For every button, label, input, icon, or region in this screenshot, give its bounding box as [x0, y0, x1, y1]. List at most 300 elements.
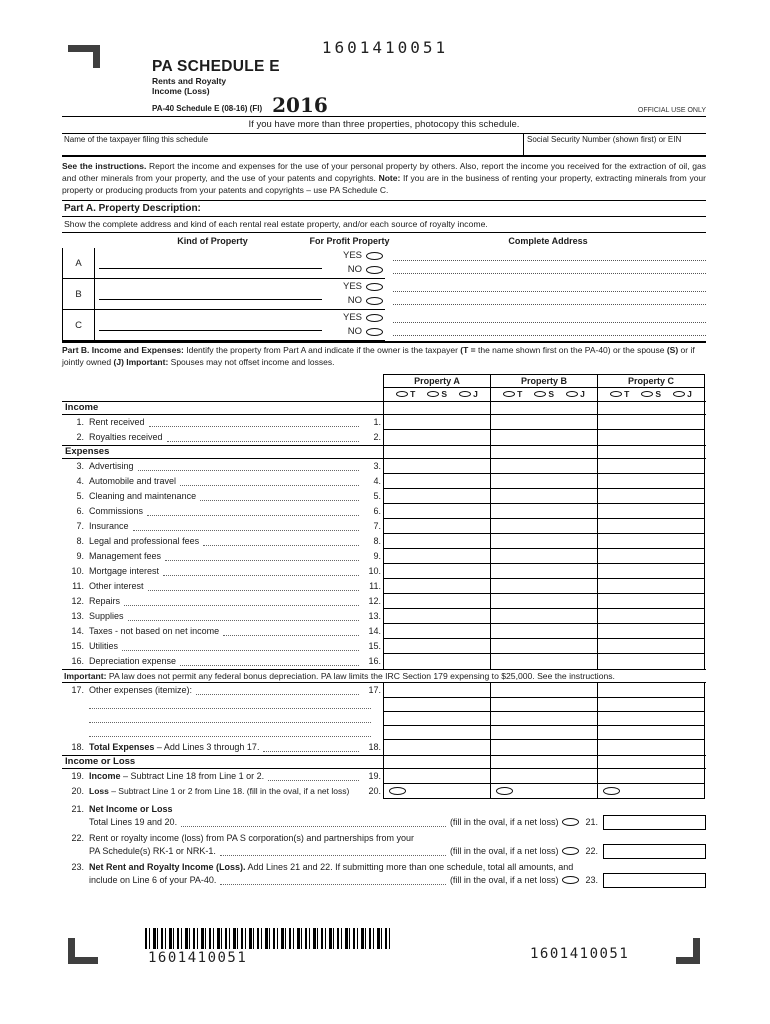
expenses-section-header	[62, 445, 706, 459]
line-18-row	[62, 740, 706, 755]
line-label: Supplies	[89, 611, 124, 622]
yes-oval[interactable]	[366, 314, 383, 322]
kind-of-property-input[interactable]	[95, 248, 330, 278]
line-6-row	[62, 504, 706, 519]
amount-cell[interactable]	[597, 474, 705, 489]
owner-j-oval[interactable]	[566, 391, 578, 397]
owner-j-oval[interactable]	[673, 391, 685, 397]
property-letter: C	[62, 310, 95, 340]
line-number: 4.	[76, 476, 84, 487]
line-number: 23.	[71, 861, 84, 872]
dotted-leader	[128, 620, 359, 621]
amount-cell[interactable]	[597, 726, 705, 740]
line-label: Legal and professional fees	[89, 536, 200, 547]
part-b-text: or if jointly owned	[62, 345, 695, 368]
amount-cell[interactable]	[597, 698, 705, 712]
net-loss-oval[interactable]	[562, 876, 579, 884]
dotted-leader	[138, 470, 359, 471]
part-a-title: Part A. Property Description:	[62, 200, 706, 217]
grid-cell	[597, 756, 705, 768]
owner-t-label: T	[517, 389, 523, 400]
line-number: 13.	[71, 611, 84, 622]
grid-cell	[490, 402, 597, 414]
owner-t-oval[interactable]	[503, 391, 515, 397]
property-a-column-header	[383, 374, 490, 401]
line-11-row	[62, 579, 706, 594]
line-ref: 2.	[373, 432, 381, 443]
address-input[interactable]	[393, 312, 706, 323]
part-b-text: (S)	[666, 345, 679, 356]
top-barcode-number: 1601410051	[321, 38, 449, 57]
amount-cell[interactable]	[490, 683, 597, 698]
itemize-input[interactable]	[89, 708, 371, 709]
section-title: Income	[65, 402, 99, 414]
line-ref: 17.	[368, 685, 381, 696]
yes-label: YES	[342, 250, 362, 262]
column-header-kind-of-property: Kind of Property	[177, 236, 248, 247]
registration-mark-bottom-left	[68, 938, 98, 964]
other-expenses-itemize-row	[62, 712, 706, 726]
dotted-leader	[223, 635, 359, 636]
yes-oval[interactable]	[366, 283, 383, 291]
yes-label: YES	[342, 312, 362, 324]
property-a-label: Property A	[384, 375, 490, 388]
line-number: 14.	[71, 626, 84, 637]
no-label: NO	[347, 326, 362, 338]
amount-cell[interactable]	[597, 430, 705, 445]
owner-s-oval[interactable]	[534, 391, 546, 397]
line-label: Net Rent and Royalty Income (Loss). Add Lines 21 and 22. If submitting more than one schedule, total all amounts, and	[89, 861, 574, 872]
section-title: Income or Loss	[65, 756, 136, 768]
line-15-row	[62, 639, 706, 654]
amount-cell[interactable]	[597, 639, 705, 654]
part-b-text: Identify the property from Part A and indicate if the owner is the taxpayer	[183, 345, 461, 356]
line-label: Other interest	[89, 581, 144, 592]
amount-box[interactable]	[603, 815, 706, 830]
line-label: include on Line 6 of your PA-40.	[89, 875, 217, 886]
amount-cell[interactable]	[383, 609, 490, 624]
part-a-column-headers	[62, 233, 706, 248]
amount-cell[interactable]	[597, 740, 705, 755]
line-number: 12.	[71, 596, 84, 607]
amount-cell[interactable]	[383, 683, 490, 698]
line-ref: 6.	[373, 506, 381, 517]
amount-cell[interactable]	[597, 534, 705, 549]
line-13-row	[62, 609, 706, 624]
amount-cell[interactable]	[383, 654, 490, 669]
writing-line	[99, 268, 322, 269]
amount-cell[interactable]	[597, 489, 705, 504]
amount-cell[interactable]	[597, 712, 705, 726]
line-label: Automobile and travel	[89, 476, 177, 487]
amount-cell[interactable]	[490, 698, 597, 712]
line-21-title-row	[62, 804, 706, 814]
amount-cell[interactable]	[597, 769, 705, 784]
line-label: Mortgage interest	[89, 566, 160, 577]
amount-cell[interactable]	[490, 624, 597, 639]
ssn-field[interactable]	[523, 134, 706, 155]
part-b-text: (J)	[113, 357, 124, 368]
amount-cell[interactable]	[597, 549, 705, 564]
amount-cell[interactable]	[490, 639, 597, 654]
grid-cell	[383, 756, 490, 768]
amount-cell[interactable]	[490, 519, 597, 534]
for-profit-options	[330, 248, 385, 278]
property-c-label: Property C	[598, 375, 704, 388]
dotted-leader	[165, 560, 359, 561]
line-ref: 23.	[585, 875, 598, 886]
line-number: 18.	[71, 742, 84, 753]
line-19-row	[62, 769, 706, 784]
line-3-row	[62, 459, 706, 474]
no-label: NO	[347, 264, 362, 276]
amount-cell[interactable]	[383, 564, 490, 579]
property-columns-header	[62, 374, 706, 401]
line-number: 2.	[76, 432, 84, 443]
amount-cell[interactable]	[490, 784, 597, 799]
no-oval[interactable]	[366, 297, 383, 305]
address-input[interactable]	[393, 294, 706, 305]
amount-cell[interactable]	[490, 430, 597, 445]
other-expenses-itemize-row	[62, 698, 706, 712]
itemize-input[interactable]	[89, 736, 371, 737]
line-number: 22.	[71, 832, 84, 843]
owner-j-label: J	[687, 389, 692, 400]
address-input[interactable]	[393, 263, 706, 274]
dotted-leader	[122, 650, 359, 651]
amount-cell[interactable]	[383, 534, 490, 549]
amount-box[interactable]	[603, 873, 706, 888]
line-9-row	[62, 549, 706, 564]
line-number: 3.	[76, 461, 84, 472]
line-number: 7.	[76, 521, 84, 532]
amount-cell[interactable]	[490, 564, 597, 579]
line-ref: 14.	[368, 626, 381, 637]
line-ref: 16.	[368, 656, 381, 667]
owner-t-label: T	[410, 389, 416, 400]
line-14-row	[62, 624, 706, 639]
amount-cell[interactable]	[490, 594, 597, 609]
amount-cell[interactable]	[383, 784, 490, 799]
line-label: Total Expenses – Add Lines 3 through 17.	[89, 742, 260, 753]
fill-oval-note: (fill in the oval, if a net loss)	[449, 846, 559, 857]
address-input[interactable]	[393, 281, 706, 292]
line-8-row	[62, 534, 706, 549]
amount-cell[interactable]	[597, 683, 705, 698]
address-block	[385, 310, 706, 341]
form-code: PA-40 Schedule E (08-16) (FI)	[152, 104, 263, 114]
grid-cell	[597, 402, 705, 414]
line-ref: 22.	[585, 846, 598, 857]
property-row-left	[62, 279, 385, 310]
income-section-header	[62, 401, 706, 415]
amount-cell[interactable]	[490, 504, 597, 519]
amount-cell[interactable]	[597, 624, 705, 639]
dotted-leader	[163, 575, 359, 576]
net-loss-oval[interactable]	[562, 818, 579, 826]
form-header	[62, 58, 706, 116]
amount-cell[interactable]	[383, 504, 490, 519]
owner-options	[491, 388, 597, 401]
line-7-row	[62, 519, 706, 534]
property-b-column-header	[490, 374, 597, 401]
line-label: Management fees	[89, 551, 162, 562]
dotted-leader	[220, 855, 446, 856]
amount-cell[interactable]	[383, 639, 490, 654]
grid-cell	[597, 446, 705, 458]
line-22-entry-row	[62, 844, 706, 859]
fill-oval-note: (fill in the oval, if a net loss)	[449, 817, 559, 828]
line-ref: 12.	[368, 596, 381, 607]
amount-cell[interactable]	[490, 712, 597, 726]
line-label: Taxes - not based on net income	[89, 626, 220, 637]
official-use-only-label: OFFICIAL USE ONLY	[637, 107, 706, 114]
line-12-row	[62, 594, 706, 609]
itemize-input[interactable]	[89, 722, 371, 723]
property-row-c	[62, 310, 706, 341]
kind-of-property-input[interactable]	[95, 310, 330, 340]
amount-cell[interactable]	[383, 549, 490, 564]
amount-cell[interactable]	[490, 609, 597, 624]
part-b-text: (T =	[460, 345, 476, 356]
line-ref: 4.	[373, 476, 381, 487]
writing-line	[99, 299, 322, 300]
owner-s-label: S	[655, 389, 662, 400]
dotted-leader	[180, 485, 359, 486]
amount-cell[interactable]	[597, 564, 705, 579]
amount-cell[interactable]	[383, 459, 490, 474]
property-row-a	[62, 248, 706, 279]
section-title: Expenses	[65, 446, 110, 458]
line-label: Insurance	[89, 521, 129, 532]
line-number: 10.	[71, 566, 84, 577]
dotted-leader	[149, 426, 359, 427]
net-loss-oval[interactable]	[389, 787, 406, 795]
line-label: Total Lines 19 and 20.	[89, 817, 178, 828]
amount-cell[interactable]	[490, 415, 597, 430]
amount-cell[interactable]	[383, 430, 490, 445]
no-oval[interactable]	[366, 328, 383, 336]
line-label: Net Income or Loss	[89, 803, 173, 814]
dotted-leader	[203, 545, 359, 546]
line-ref: 7.	[373, 521, 381, 532]
owner-j-label: J	[473, 389, 478, 400]
important-text: PA law does not permit any federal bonus depreciation. PA law limits the IRC Section 179 expensing to $25,000. See the instructions.	[106, 670, 615, 681]
line-label: Advertising	[89, 461, 134, 472]
amount-cell[interactable]	[490, 534, 597, 549]
amount-cell[interactable]	[383, 698, 490, 712]
amount-cell[interactable]	[597, 519, 705, 534]
title-block	[152, 58, 706, 118]
dotted-leader	[133, 530, 359, 531]
line-number: 20.	[71, 786, 84, 797]
grid-cell	[383, 402, 490, 414]
amount-cell[interactable]	[383, 726, 490, 740]
line-label: Depreciation expense	[89, 656, 177, 667]
line-number: 6.	[76, 506, 84, 517]
amount-cell[interactable]	[490, 489, 597, 504]
amount-cell[interactable]	[597, 459, 705, 474]
amount-cell[interactable]	[490, 579, 597, 594]
amount-cell[interactable]	[597, 654, 705, 669]
kind-of-property-input[interactable]	[95, 279, 330, 309]
line-number: 19.	[71, 771, 84, 782]
line-ref: 10.	[368, 566, 381, 577]
property-row-b	[62, 279, 706, 310]
amount-cell[interactable]	[383, 579, 490, 594]
column-header-for-profit-property: For Profit Property	[309, 236, 390, 247]
no-oval[interactable]	[366, 266, 383, 274]
line-number: 5.	[76, 491, 84, 502]
form-title: PA SCHEDULE E	[152, 58, 280, 75]
see-instructions-bold: See the instructions.	[62, 161, 147, 171]
line-ref: 13.	[368, 611, 381, 622]
dotted-leader	[147, 515, 359, 516]
line-ref: 3.	[373, 461, 381, 472]
amount-cell[interactable]	[490, 726, 597, 740]
amount-cell[interactable]	[490, 769, 597, 784]
amount-box[interactable]	[603, 844, 706, 859]
address-block	[385, 279, 706, 310]
line-number: 8.	[76, 536, 84, 547]
amount-cell[interactable]	[383, 474, 490, 489]
note-body: If you are in the business of renting your property, extracting minerals from your property or producing products from your patents and copyrights – use PA Schedule C.	[62, 173, 706, 196]
spacer	[62, 374, 383, 401]
other-expenses-itemize-row	[62, 726, 706, 740]
form-year: 2016	[272, 93, 328, 118]
for-profit-options	[330, 310, 385, 340]
column-header-complete-address: Complete Address	[508, 236, 588, 247]
amount-cell[interactable]	[383, 415, 490, 430]
amount-cell[interactable]	[490, 654, 597, 669]
form-subtitle-1: Rents and Royalty	[152, 76, 227, 86]
line-number: 9.	[76, 551, 84, 562]
line-23-entry-row	[62, 873, 706, 888]
taxpayer-name-field[interactable]	[62, 134, 523, 155]
amount-cell[interactable]	[597, 415, 705, 430]
bottom-right-barcode-number: 1601410051	[530, 946, 630, 962]
dotted-leader	[196, 694, 359, 695]
amount-cell[interactable]	[597, 609, 705, 624]
fill-oval-note: (fill in the oval, if a net loss)	[449, 875, 559, 886]
address-input[interactable]	[393, 250, 706, 261]
amount-cell[interactable]	[383, 519, 490, 534]
net-loss-oval[interactable]	[496, 787, 513, 795]
property-c-column-header	[597, 374, 705, 401]
line-1-row	[62, 415, 706, 430]
amount-cell[interactable]	[383, 489, 490, 504]
yes-oval[interactable]	[366, 252, 383, 260]
line-ref: 9.	[373, 551, 381, 562]
line-number: 17.	[71, 685, 84, 696]
barcode	[145, 928, 390, 949]
line-20-row	[62, 784, 706, 799]
amount-cell[interactable]	[490, 459, 597, 474]
amount-cell[interactable]	[383, 712, 490, 726]
owner-t-oval[interactable]	[610, 391, 622, 397]
line-ref: 11.	[369, 581, 381, 592]
owner-t-oval[interactable]	[396, 391, 408, 397]
instructions-body: Report the income and expenses for the use of your personal property by others. Also, report the income you received for the extraction of oil, gas and other minerals from your property, and the use of your patents and copyrights.	[62, 161, 706, 184]
note-bold: Note:	[378, 173, 401, 184]
line-ref: 1.	[373, 417, 381, 428]
line-10-row	[62, 564, 706, 579]
amount-cell[interactable]	[490, 549, 597, 564]
amount-cell[interactable]	[383, 769, 490, 784]
dotted-leader	[148, 590, 359, 591]
line-number: 15.	[71, 641, 84, 652]
line-label: Cleaning and maintenance	[89, 491, 197, 502]
line-label: Income – Subtract Line 18 from Line 1 or 2.	[89, 771, 265, 782]
net-loss-oval[interactable]	[603, 787, 620, 795]
bottom-left-barcode-number: 1601410051	[148, 950, 248, 966]
amount-cell[interactable]	[490, 474, 597, 489]
line-label: PA Schedule(s) RK-1 or NRK-1.	[89, 846, 216, 857]
registration-mark-bottom-right	[676, 938, 700, 964]
dotted-leader	[167, 441, 359, 442]
owner-s-oval[interactable]	[427, 391, 439, 397]
line-label: Loss – Subtract Line 1 or 2 from Line 18. (fill in the oval, if a net loss)	[89, 786, 350, 797]
amount-cell[interactable]	[597, 594, 705, 609]
line-4-row	[62, 474, 706, 489]
property-letter: B	[62, 279, 95, 309]
income-or-loss-section-header	[62, 755, 706, 769]
line-ref: 20.	[368, 786, 381, 797]
totals-section	[62, 799, 706, 888]
address-input[interactable]	[393, 325, 706, 336]
ssn-label: Social Security Number (shown first) or EIN	[527, 135, 682, 144]
owner-t-label: T	[624, 389, 630, 400]
form-subtitle-2: Income (Loss)	[152, 86, 210, 97]
line-ref: 19.	[368, 771, 381, 782]
dotted-leader	[268, 780, 359, 781]
part-b-text: Spouses may not offset income and losses.	[168, 357, 335, 368]
dotted-leader	[124, 605, 359, 606]
address-block	[385, 248, 706, 279]
line-16-row	[62, 654, 706, 669]
grid-cell	[383, 446, 490, 458]
line-17-row	[62, 683, 706, 698]
important-note	[62, 669, 706, 683]
amount-cell[interactable]	[597, 579, 705, 594]
owner-j-oval[interactable]	[459, 391, 471, 397]
amount-cell[interactable]	[383, 740, 490, 755]
line-2-row	[62, 430, 706, 445]
owner-s-oval[interactable]	[641, 391, 653, 397]
amount-cell[interactable]	[383, 624, 490, 639]
property-b-label: Property B	[491, 375, 597, 388]
amount-cell[interactable]	[597, 504, 705, 519]
owner-s-label: S	[548, 389, 555, 400]
amount-cell[interactable]	[490, 740, 597, 755]
writing-line	[99, 330, 322, 331]
taxpayer-row	[62, 133, 706, 157]
amount-cell[interactable]	[383, 594, 490, 609]
property-letter: A	[62, 248, 95, 278]
no-label: NO	[347, 295, 362, 307]
net-loss-oval[interactable]	[562, 847, 579, 855]
taxpayer-name-label: Name of the taxpayer filing this schedule	[64, 135, 209, 144]
line-label: Rent or royalty income (loss) from PA S corporation(s) and partnerships from your	[89, 832, 414, 843]
part-b-title: Part B. Income and Expenses:	[62, 345, 184, 356]
amount-cell[interactable]	[597, 784, 705, 799]
line-label: Utilities	[89, 641, 119, 652]
part-b-important-bold: Important:	[123, 357, 169, 368]
owner-options	[598, 388, 704, 401]
dotted-leader	[180, 665, 359, 666]
line-number: 1.	[76, 417, 84, 428]
line-ref: 18.	[368, 742, 381, 753]
